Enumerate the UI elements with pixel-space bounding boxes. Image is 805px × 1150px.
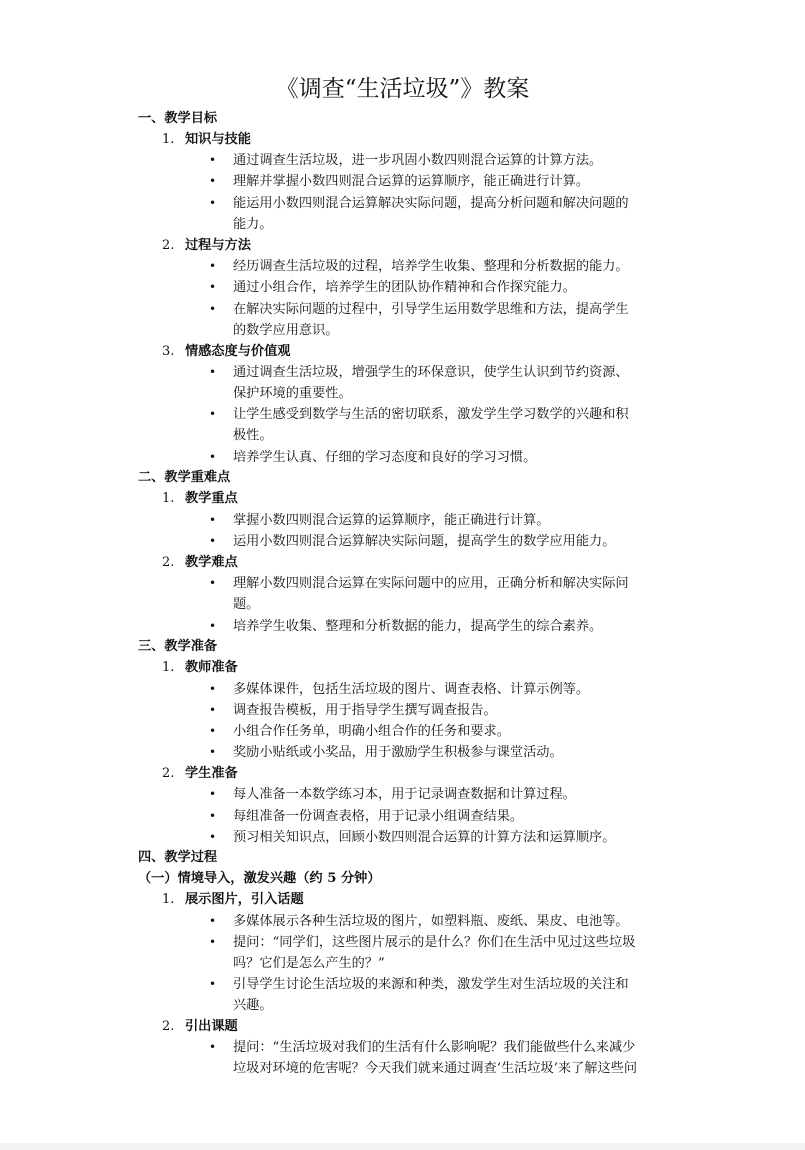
- bullet-icon: •: [209, 576, 217, 590]
- list-item: 提问：“生活垃圾对我们的生活有什么影响呢？我们能做些什么来减少: [233, 1040, 636, 1055]
- list-item: 经历调查生活垃圾的过程，培养学生收集、整理和分析数据的能力。: [233, 259, 629, 274]
- bullet-icon: •: [209, 450, 217, 464]
- list-item-continuation: 垃圾对环境的危害呢？今天我们就来通过调查‘生活垃圾’来了解这些问: [233, 1061, 638, 1076]
- list-number: 2.: [162, 1019, 175, 1034]
- subheading-attitude: 情感态度与价值观: [185, 344, 291, 359]
- list-item: 通过调查生活垃圾，增强学生的环保意识，使学生认识到节约资源、: [233, 365, 629, 380]
- bullet-icon: •: [209, 619, 217, 633]
- list-item-continuation: 题。: [233, 597, 260, 612]
- list-item: 掌握小数四则混合运算的运算顺序，能正确进行计算。: [233, 513, 550, 528]
- list-item: 奖励小贴纸或小奖品，用于激励学生积极参与课堂活动。: [233, 745, 563, 760]
- list-number: 1.: [162, 132, 175, 147]
- list-item-continuation: 能力。: [233, 217, 273, 232]
- bullet-icon: •: [209, 682, 217, 696]
- bullet-icon: •: [209, 174, 217, 188]
- bullet-icon: •: [209, 407, 217, 421]
- bullet-icon: •: [209, 534, 217, 548]
- list-item: 能运用小数四则混合运算解决实际问题，提高分析问题和解决问题的: [233, 196, 629, 211]
- subheading-show-pictures: 展示图片，引入话题: [185, 892, 304, 907]
- list-item: 多媒体课件，包括生活垃圾的图片、调查表格、计算示例等。: [233, 682, 590, 697]
- bullet-icon: •: [209, 153, 217, 167]
- list-item: 在解决实际问题的过程中，引导学生运用数学思维和方法，提高学生: [233, 302, 629, 317]
- list-item: 多媒体展示各种生活垃圾的图片，如塑料瓶、废纸、果皮、电池等。: [233, 914, 629, 929]
- list-item: 让学生感受到数学与生活的密切联系，激发学生学习数学的兴趣和积: [233, 407, 629, 422]
- bullet-icon: •: [209, 830, 217, 844]
- list-item: 理解小数四则混合运算在实际问题中的应用，正确分析和解决实际问: [233, 576, 629, 591]
- list-item: 每组准备一份调查表格，用于记录小组调查结果。: [233, 809, 524, 824]
- bullet-icon: •: [209, 513, 217, 527]
- list-item-continuation: 兴趣。: [233, 998, 273, 1013]
- list-item: 培养学生认真、仔细的学习态度和良好的学习习惯。: [233, 450, 537, 465]
- bullet-icon: •: [209, 809, 217, 823]
- list-item-continuation: 吗？它们是怎么产生的？”: [233, 956, 385, 971]
- list-item: 提问：“同学们，这些图片展示的是什么？你们在生活中见过这些垃圾: [233, 935, 636, 950]
- section-heading-key-points: 二、教学重难点: [138, 470, 231, 485]
- subheading-difficult: 教学难点: [185, 555, 238, 570]
- list-number: 1.: [162, 892, 175, 907]
- bullet-icon: •: [209, 787, 217, 801]
- bullet-icon: •: [209, 935, 217, 949]
- bullet-icon: •: [209, 745, 217, 759]
- bullet-icon: •: [209, 365, 217, 379]
- list-item: 小组合作任务单，明确小组合作的任务和要求。: [233, 724, 510, 739]
- list-item-continuation: 极性。: [233, 428, 273, 443]
- list-item-continuation: 保护环境的重要性。: [233, 386, 352, 401]
- subheading-knowledge: 知识与技能: [185, 132, 251, 147]
- subheading-process: 过程与方法: [185, 238, 251, 253]
- subheading-student: 学生准备: [185, 766, 238, 781]
- list-number: 1.: [162, 660, 175, 675]
- bullet-icon: •: [209, 1040, 217, 1054]
- bullet-icon: •: [209, 703, 217, 717]
- list-item: 通过小组合作，培养学生的团队协作精神和合作探究能力。: [233, 280, 576, 295]
- bullet-icon: •: [209, 724, 217, 738]
- subheading-key: 教学重点: [185, 491, 238, 506]
- list-number: 2.: [162, 238, 175, 253]
- subheading-teacher: 教师准备: [185, 660, 238, 675]
- list-item: 通过调查生活垃圾，进一步巩固小数四则混合运算的计算方法。: [233, 153, 603, 168]
- section-heading-preparation: 三、教学准备: [138, 639, 218, 654]
- part-heading: （一）情境导入，激发兴趣（约 5 分钟）: [138, 871, 381, 886]
- list-number: 3.: [162, 344, 175, 359]
- list-item: 调查报告模板，用于指导学生撰写调查报告。: [233, 703, 497, 718]
- bullet-icon: •: [209, 914, 217, 928]
- bullet-icon: •: [209, 302, 217, 316]
- list-item: 引导学生讨论生活垃圾的来源和种类，激发学生对生活垃圾的关注和: [233, 977, 629, 992]
- list-item: 培养学生收集、整理和分析数据的能力，提高学生的综合素养。: [233, 619, 603, 634]
- bullet-icon: •: [209, 196, 217, 210]
- list-item-continuation: 的数学应用意识。: [233, 323, 339, 338]
- list-item: 运用小数四则混合运算解决实际问题，提高学生的数学应用能力。: [233, 534, 616, 549]
- section-heading-objectives: 一、教学目标: [138, 111, 218, 126]
- subheading-introduce-topic: 引出课题: [185, 1019, 238, 1034]
- list-number: 2.: [162, 555, 175, 570]
- list-item: 预习相关知识点，回顾小数四则混合运算的计算方法和运算顺序。: [233, 830, 616, 845]
- bullet-icon: •: [209, 259, 217, 273]
- list-number: 1.: [162, 491, 175, 506]
- section-heading-process: 四、教学过程: [138, 850, 218, 865]
- list-item: 理解并掌握小数四则混合运算的运算顺序，能正确进行计算。: [233, 174, 590, 189]
- bullet-icon: •: [209, 977, 217, 991]
- list-number: 2.: [162, 766, 175, 781]
- bullet-icon: •: [209, 280, 217, 294]
- list-item: 每人准备一本数学练习本，用于记录调查数据和计算过程。: [233, 787, 576, 802]
- page-title: 《调查“生活垃圾”》教案: [275, 76, 530, 102]
